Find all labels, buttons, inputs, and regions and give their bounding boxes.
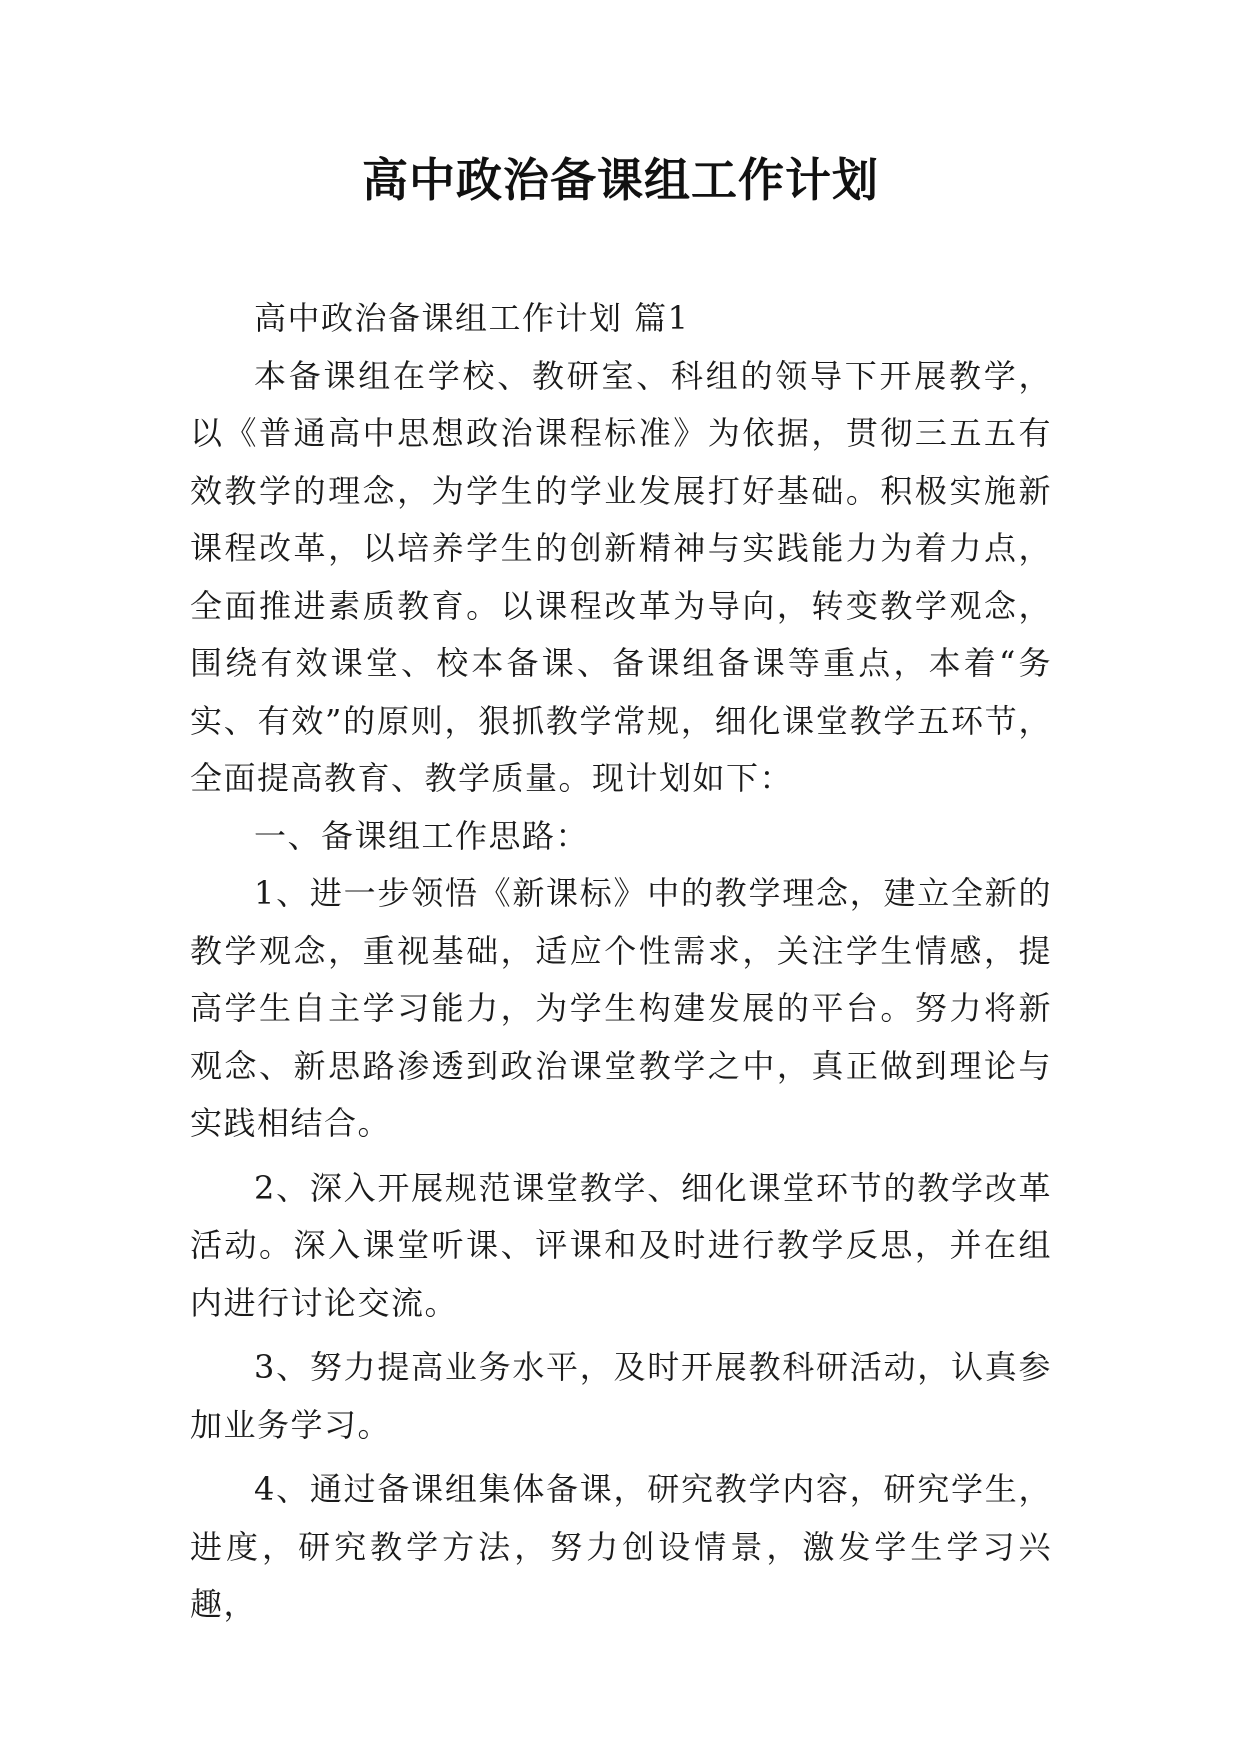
paragraph-work-ideas-heading: 一、备课组工作思路：	[254, 816, 590, 855]
paragraph-item-2: 2、深入开展规范课堂教学、细化课堂环节的教学改革活动。深入课堂听课、评课和及时进行教学反思，并在组内进行讨论交流。	[190, 1168, 1052, 1322]
paragraph-item-1: 1、进一步领悟《新课标》中的教学理念，建立全新的教学观念，重视基础，适应个性需求，关注学生情感，提高学生自主学习能力，为学生构建发展的平台。努力将新观念、新思路渗透到政治课堂教学之中，真正做到理论与实践相结合。	[190, 874, 1052, 1142]
document-title: 高中政治备课组工作计划	[362, 153, 879, 207]
paragraph-item-3: 3、努力提高业务水平，及时开展教科研活动，认真参加业务学习。	[190, 1348, 1052, 1444]
paragraph-section-heading: 高中政治备课组工作计划 篇1	[254, 299, 690, 337]
paragraph-intro: 本备课组在学校、教研室、科组的领导下开展教学，以《普通高中思想政治课程标准》为依据，贯彻三五五有效教学的理念，为学生的学业发展打好基础。积极实施新课程改革，以培养学生的创新精神与实践能力为着力点，全面推进素质教育。以课程改革为导向，转变教学观念，围绕有效课堂、校本备课、备课组备课等重点，本着“务实、有效”的原则，狠抓教学常规，细化课堂教学五环节，全面提高教育、教学质量。现计划如下：	[190, 356, 1052, 797]
paragraph-item-4: 4、通过备课组集体备课，研究教学内容，研究学生，进度，研究教学方法，努力创设情景，激发学生学习兴趣，	[190, 1470, 1052, 1623]
document-body	[190, 290, 1052, 1634]
